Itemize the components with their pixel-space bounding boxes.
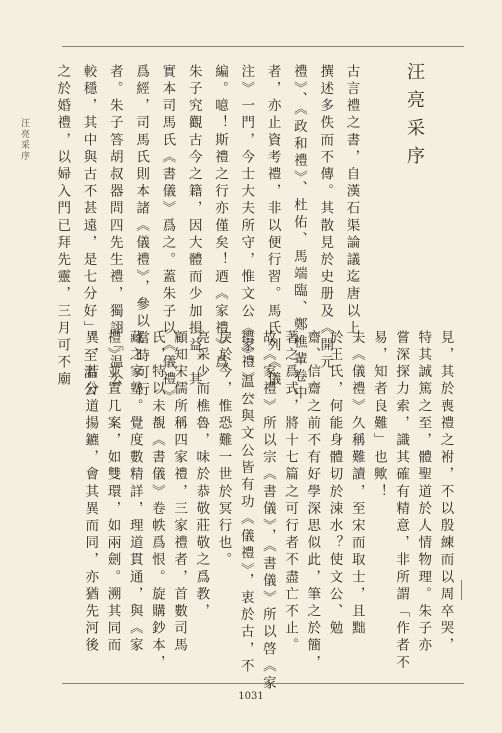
upper-text-column: 爲經，司馬氏則本諸《儀禮》，參以當時可行: [133, 64, 150, 400]
lower-text-column: 於王氏，何能身體切於涑水？使文公、勉: [326, 330, 343, 638]
page-number: 1031: [238, 691, 264, 702]
lower-text-column: 著之爲式，將十七篇之可行者不盡亡不止。: [282, 330, 299, 655]
upper-text-column: 注》一門，今士大夫所守，惟文公《家禮》一: [238, 64, 255, 406]
upper-text-column: 者，亦止資考禮，非以便行習。馬氏列《儀: [264, 64, 281, 389]
upper-text-column: 者。朱子答胡叔器問四先生禮，獨詡「温公: [106, 64, 123, 389]
upper-text-column: 禮》、《政和禮》、杜佑、馬端臨、鄭樵輩卷中: [290, 64, 307, 403]
upper-text-column: 撰述多佚而不傳。其散見於史册及《開元: [317, 64, 334, 372]
lower-text-column: 禮》，温公與文公皆有功《儀禮》，衷於古，不: [237, 330, 254, 676]
lower-text-column: 藏之家塾。覺度數精詳，理道貫通，與《家: [126, 330, 143, 655]
upper-text-column: 古言禮之書，自漢石渠論議迄唐以上，: [343, 64, 360, 355]
lower-text-column: 易，知者良難」也歟！: [370, 330, 387, 501]
upper-text-column: 朱子究觀古今之籍，因大體而少加損益，其: [185, 64, 202, 389]
lower-text-column: 顧知宋儒所稱四家禮，三家禮者，首數司馬: [171, 330, 188, 655]
upper-text-column: 較穩，其中與古不甚遠，是七分好」。至温公: [80, 64, 97, 400]
lower-text-column: 特其誠篤之至，體聖道於人情物理。朱子亦: [415, 330, 432, 655]
upper-text-column: 編。噫！斯禮之行亦僅矣！迺《家禮》爲: [212, 64, 228, 372]
lower-text-column: 氏，特以未覩《書儀》卷帙爲恨。旋購鈔本，: [148, 330, 165, 672]
lower-text-column: 戾於今，惟恐難一世於冥行也。: [215, 330, 232, 570]
lower-text-column: 異，若分道揚鑣，會其異而同，亦猶先河後: [82, 330, 99, 655]
upper-text-column: 實本司馬氏《書儀》爲之。蓋朱子以《儀禮》: [159, 64, 176, 406]
lower-text-column: 齋、信齋之前不有好學深思似此，筆之於簡，: [304, 330, 321, 672]
lower-text-column: 故《家禮》所以宗《書儀》，《書儀》所以啓《家: [259, 330, 276, 693]
lower-text-column: 夫《儀禮》久稱難讀，至宋而取士，且黜: [348, 330, 365, 638]
lower-text-column: 見，其於喪禮之袝，不以殷練而以周卒哭，: [437, 330, 454, 655]
section-title: 汪亮采序: [404, 62, 425, 174]
lower-text-column: 禮》並置几案，如雙環，如兩劍。溯其同而: [104, 330, 121, 655]
upper-text-column: 之於婚禮，以婦入門已拜先靈，三月可不廟: [54, 64, 71, 389]
running-head: 汪亮采序: [19, 118, 29, 162]
lower-text-column: 亮采少而樵魯，味於恭敬莊敬之爲教，: [193, 330, 210, 621]
fold-mark: [461, 580, 462, 600]
lower-text-column: 嘗深探力索，識其確有精意，非所謂「作者不: [393, 330, 410, 672]
